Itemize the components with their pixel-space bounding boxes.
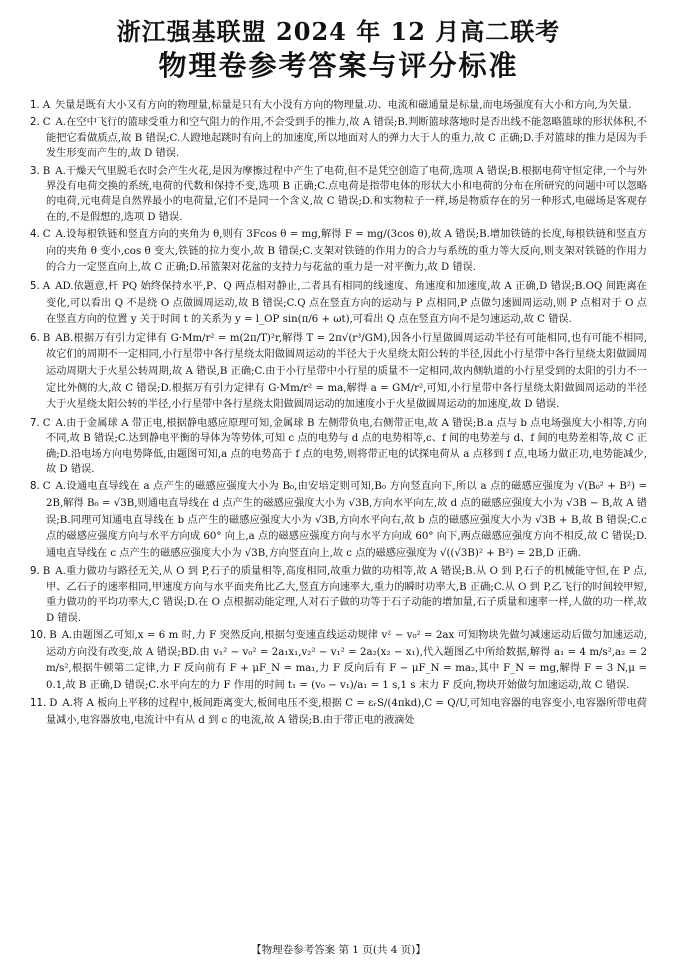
answer-item	[30, 564, 647, 626]
exam-title: 浙江强基联盟 2024 年 12 月高二联考	[116, 17, 561, 46]
explanation-text: A.设每根铁链和竖直方向的夹角为 θ,则有 3Fcos θ = mg,解得 F = mg/(3cos θ),故 A 错误;B.增加铁链的长度,每根铁链和竖直方向的夹角 θ 变小,cos θ 变大,铁链的拉力变小,故 B 错误;C.支架对铁链的作用力的合力与系统的重力等大反向,则支架对铁链的作用力的合力一定竖直向上,故 C 正确;D.吊篮架对花盆的支持力与花盆的重力是一对平衡力,故 D 错误.	[46, 229, 647, 274]
answer-item	[30, 227, 647, 277]
question-number: 6.	[30, 332, 40, 344]
answer-item	[30, 279, 647, 329]
question-number: 5.	[30, 281, 40, 293]
answer-item	[30, 628, 647, 694]
answer-choice: A	[42, 100, 51, 111]
question-number: 2.	[30, 117, 40, 129]
answer-item	[30, 98, 647, 113]
document-title: 物理卷参考答案与评分标准	[158, 49, 519, 82]
answer-choice: C	[42, 417, 51, 429]
page-footer: 【物理卷参考答案 第 1 页(共 4 页)】	[251, 944, 426, 956]
answer-choice: B	[49, 630, 57, 641]
answer-item	[30, 331, 647, 414]
question-number: 8.	[30, 481, 40, 493]
question-number: 10.	[30, 630, 47, 641]
question-number: 3.	[30, 165, 40, 177]
answer-item	[30, 416, 647, 478]
answer-choice: C	[42, 117, 51, 129]
answer-item	[30, 115, 647, 161]
explanation-text: A.在空中飞行的篮球受重力和空气阻力的作用,不会受到手的推力,故 A 错误;B.判断篮球落地时是否出线不能忽略篮球的形状体积,不能把它看做质点,故 B 错误;C.人蹬地起跳时有向上的加速度,所以地面对人的弹力大于人的重力,故 C 正确;D.手对篮球的推力是因为手发生形变而产生的,故 D 错误.	[46, 117, 647, 160]
explanation-text: AD.依题意,杆 PQ 始终保持水平,P、Q 两点相对静止,二者具有相同的线速度、角速度和加速度,故 A 正确,D 错误;B.OQ 间距离在变化,可以看出 Q 不是绕 O 点做圆周运动,故 B 错误;C.Q 点在竖直方向的运动与 P 点相同,P 点做匀速圆周运动,则 P 点相对于 O 点在竖直方向的位置 y 关于时间 t 的关系为 y = l_OP sin(π/6 + ωt),可看出 Q 点在竖直方向不是匀速运动,故 C 错误.	[46, 281, 647, 326]
question-number: 4.	[30, 229, 40, 241]
answer-item	[30, 479, 647, 562]
question-number: 9.	[30, 566, 40, 578]
answer-item	[30, 696, 647, 729]
explanation-text: A.干燥天气里脱毛衣时会产生火花,是因为摩擦过程中产生了电荷,但不是凭空创造了电荷,选项 A 错误;B.根据电荷守恒定律,一个与外界没有电荷交换的系统,电荷的代数和保持不变,选项 B 正确;C.点电荷是指带电体的形状大小和电荷的分布在所研究的问题中可以忽略的电荷,元电荷是自然界最小的电荷量,它们不是同一个含义,故 C 错误;D.和实物粒子一样,场是物质存在的另一种形式,电磁场是客观存在的,不是假想的,选项 D 错误.	[46, 165, 647, 223]
question-number: 7.	[30, 417, 40, 429]
answer-choice: B	[42, 566, 51, 578]
answer-list	[30, 98, 647, 934]
question-number: 11.	[30, 698, 47, 710]
answer-item	[30, 164, 647, 226]
question-number: 1.	[30, 100, 40, 111]
answer-choice: C	[42, 229, 51, 241]
answer-choice: C	[42, 481, 51, 493]
answer-choice: A	[42, 281, 51, 293]
explanation-text: A.由题图乙可知,x = 6 m 时,力 F 突然反向,根据匀变速直线运动规律 v² − v₀² = 2ax 可知物块先做匀减速运动后做匀加速运动,运动方向没有改变,故 A 错误;BD.由 v₁² − v₀² = 2a₁x₁,v₂² − v₁² = 2a₂(x₂ − x₁),代入题图乙中所给数据,解得 a₁ = 4 m/s²,a₂ = 2 m/s²,根据牛顿第二定律,力 F 反向前有 F + μF_N = ma₁,力 F 反向后有 F − μF_N = ma₂,其中 F_N = mg,解得 F = 3 N,μ = 0.1,故 B 正确,D 错误;C.水平向左的力 F 作用的时间 t₁ = (v₀ − v₁)/a₁ = 1 s,1 s 末力 F 反向,物块开始做匀加速运动,故 C 错误.	[46, 630, 647, 691]
explanation-text: A.将 A 板向上平移的过程中,板间距离变大,板间电压不变,根据 C = εᵣS/(4πkd),C = Q/U,可知电容器的电容变小,电容器所带电荷量减小,电容器放电,电流计中有从 d 到 c 的电流,故 A 错误;B.由于带正电的液滴处	[46, 698, 647, 726]
explanation-text: A.设通电直导线在 a 点产生的磁感应强度大小为 B₀,由安培定则可知,B₀ 方向竖直向下,所以 a 点的磁感应强度为 √(B₀² + B²) = 2B,解得 B₀ = √3B,则通电直导线在 d 点产生的磁感应强度大小为 √3B,方向水平向左,故 d 点的磁感应强度大小为 √3B − B,故 A 错误;B.同理可知通电直导线在 b 点产生的磁感应强度大小为 √3B,方向水平向右,故 b 点的磁感应强度大小为 √3B + B,故 B 错误;C.c 点的磁感应强度方向与水平方向成 60° 向上,a 点的磁感应强度方向与水平方向成 60° 向下,两点磁感应强度方向不相反,故 C 错误;D.通电直导线在 c 点产生的磁感应强度大小为 √3B,方向竖直向上,故 c 点的磁感应强度为 √((√3B)² + B²) = 2B,D 正确.	[46, 481, 647, 559]
explanation-text: A.重力做功与路径无关,从 O 到 P,石子的质量相等,高度相同,故重力做的功相等,故 A 错误;B.从 O 到 P,石子的机械能守恒,在 P 点,甲、乙石子的速率相同,甲速度方向与水平面夹角比乙大,竖直方向速率大,重力的瞬时功率大,B 正确;C.从 O 到 P,乙飞行的时间较甲短,重力做功的平均功率大,C 错误;D.在 O 点根据动能定理,人对石子做的功等于石子动能的增加量,石子质量和速率一样,人做的功一样,故 D 错误.	[46, 566, 647, 624]
answer-choice: B	[42, 332, 51, 344]
answer-choice: B	[42, 165, 51, 177]
explanation-text: 矢量是既有大小又有方向的物理量,标量是只有大小没有方向的物理量.功、电流和磁通量是标量,而电场强度有大小和方向,为矢量.	[55, 100, 632, 111]
explanation-text: AB.根据万有引力定律有 G·Mm/r² = m(2π/T)²r,解得 T = 2π√(r³/GM),因各小行星做圆周运动半径有可能相同,也有可能不相同,故它们的周期不一定相同,小行星带中各行星绕太阳做圆周运动的半径大于火星绕太阳公转的半径,因此小行星带中各行星绕太阳做圆周运动周期大于火星公转周期,故 A 错误,B 正确;C.由于小行星带中小行星的质量不一定相同,故内侧轨道的小行星受到的太阳的引力不一定比外侧的大,故 C 错误;D.根据万有引力定律有 G·Mm/r² = ma,解得 a = GM/r²,可知,小行星带中各行星绕太阳做圆周运动的半径大于火星绕太阳公转的半径,小行星带中各行星绕太阳做圆周运动的加速度小于火星做圆周运动的加速度,故 D 错误.	[46, 332, 647, 411]
answer-choice: D	[49, 698, 58, 710]
explanation-text: A.由于金属球 A 带正电,根据静电感应原理可知,金属球 B 左侧带负电,右侧带正电,故 A 错误;B.a 点与 b 点电场强度大小相等,方向不同,故 B 错误;C.达到静电平衡的导体为等势体,可知 c 点的电势与 d 点的电势相等,c、f 间的电势差与 d、f 间的电势差相等,故 C 正确;D.沿电场方向电势降低,由题图可知,a 点的电势高于 f 点的电势,则将带正电的试探电荷从 a 点移到 f 点,电场力做正功,电势能减少,故 D 错误.	[46, 417, 647, 475]
